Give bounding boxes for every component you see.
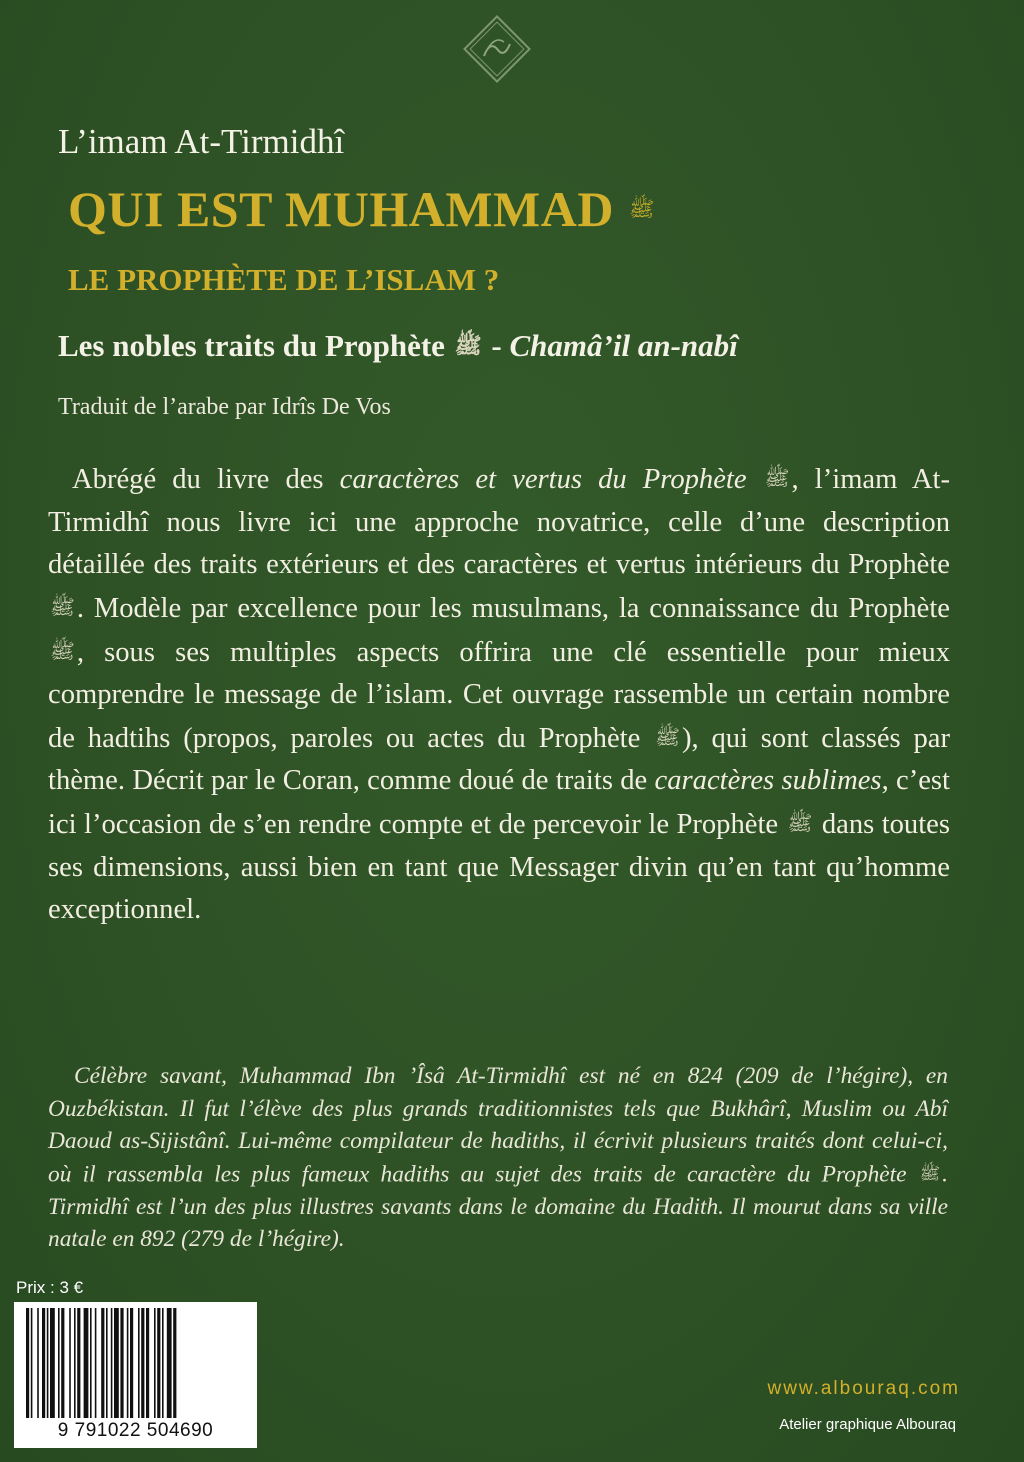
barcode-bar (77, 1308, 80, 1418)
book-title-text: QUI EST MUHAMMAD (68, 181, 614, 237)
book-subtitle: LE PROPHÈTE DE L’ISLAM ? (68, 262, 500, 297)
desc-text: , sous ses multiples aspects offrira une clé essentielle pour mieux comprendre le message de l’islam. Cet ouvrage rassemble un certain nombre de hadtihs (propos, paroles ou actes du Prophète (48, 636, 950, 754)
traits-heading (58, 328, 738, 365)
honorific-icon: ﷺ (787, 813, 813, 836)
honorific-icon: ﷺ (764, 468, 790, 490)
bio-text: . Tirmidhî est l’un des plus illustres savants dans le domaine du Hadith. Il mourut dans sa ville natale en 892 (279 de l’hégire). (48, 1161, 948, 1253)
barcode-bar (69, 1308, 71, 1418)
desc-text: , c’est ici l’occasion de s’en rendre compte et de percevoir le Prophète (48, 765, 950, 841)
price-label: Prix : 3 € (16, 1278, 84, 1297)
barcode-bar (146, 1308, 149, 1418)
barcode-bar (95, 1308, 97, 1418)
translator-credit: Traduit de l’arabe par Idrîs De Vos (58, 394, 391, 420)
desc-text: Abrégé du livre des (72, 464, 340, 496)
publisher-website: www.albouraq.com (767, 1378, 960, 1399)
traits-separator: - (491, 328, 502, 363)
barcode-bar (127, 1308, 129, 1418)
barcode-bar (50, 1308, 55, 1418)
desc-text: . Modèle par excellence pour les musulmans, la connaissance du Prophète (76, 592, 950, 624)
barcode-bar (120, 1308, 123, 1418)
barcode-bar (114, 1308, 119, 1418)
calligraphy-seal-icon (454, 6, 540, 92)
book-title (68, 180, 656, 238)
desc-text: dans toutes ses dimensions, aussi bien en tant que Messager divin qu’en tant qu’homme exceptionnel. (48, 809, 950, 926)
barcode-bar (138, 1308, 140, 1418)
barcode-bar (111, 1308, 113, 1418)
barcode-bar (106, 1308, 108, 1418)
design-studio-credit: Atelier graphique Albouraq (779, 1416, 956, 1433)
barcode-bar (130, 1308, 133, 1418)
barcode-bar (84, 1308, 89, 1418)
honorific-icon: ﷺ (919, 1163, 941, 1183)
barcode (14, 1302, 257, 1448)
barcode-bar (37, 1308, 39, 1418)
barcode-bar (61, 1308, 64, 1418)
barcode-bar (47, 1308, 49, 1418)
barcode-bar (90, 1308, 92, 1418)
bio-text: Célèbre savant, Muhammad Ibn ’Îsâ At-Tirmidhî est né en 824 (209 de l’hégire), en Ouzbékistan. Il fut l’élève des plus grands traditionnistes tels que Bukhârî, Muslim ou Abî Daoud as-Sijistânî. Lui-même compilateur de hadiths, il écrivit plusieurs traités dont celui-ci, où il rassembla les plus fameux hadiths au sujet des traits de caractère du Prophète (48, 1063, 948, 1188)
honorific-icon: ﷺ (50, 640, 75, 663)
desc-italic-text: caractères et vertus du Prophète (339, 464, 747, 496)
desc-text: ), qui sont classés par thème. Décrit par le Coran, comme doué de traits de (48, 722, 950, 797)
honorific-icon: ﷺ (50, 596, 75, 619)
barcode-bar (58, 1308, 60, 1418)
barcode-bar (157, 1308, 160, 1418)
barcode-bar (42, 1308, 45, 1418)
honorific-icon: ﷺ (628, 196, 655, 221)
barcode-bar (154, 1308, 156, 1418)
description-paragraph (48, 458, 950, 932)
barcode-bars (26, 1308, 245, 1418)
barcode-bar (26, 1308, 29, 1418)
isbn-number: 9 791022 504690 (57, 1420, 214, 1441)
traits-label: Les nobles traits du Prophète (58, 328, 445, 363)
barcode-bar (101, 1308, 104, 1418)
arabic-title: Chamâ’il an-nabî (509, 328, 738, 363)
author-biography (48, 1060, 948, 1256)
barcode-bar (141, 1308, 144, 1418)
barcode-bar (167, 1308, 172, 1418)
desc-italic-text: caractères sublimes (654, 765, 882, 797)
honorific-icon: ﷺ (454, 332, 482, 358)
barcode-bar (162, 1308, 164, 1418)
barcode-bar (74, 1308, 76, 1418)
barcode-bar (31, 1308, 33, 1418)
barcode-bar (173, 1308, 176, 1418)
author-name: L’imam At-Tirmidhî (58, 122, 345, 161)
honorific-icon: ﷺ (655, 726, 680, 749)
desc-text: , l’imam At-Tirmidhî nous livre ici une approche novatrice, celle d’une description détaillée des traits extérieurs et des caractères et vertus intérieurs du Prophète (48, 464, 951, 581)
